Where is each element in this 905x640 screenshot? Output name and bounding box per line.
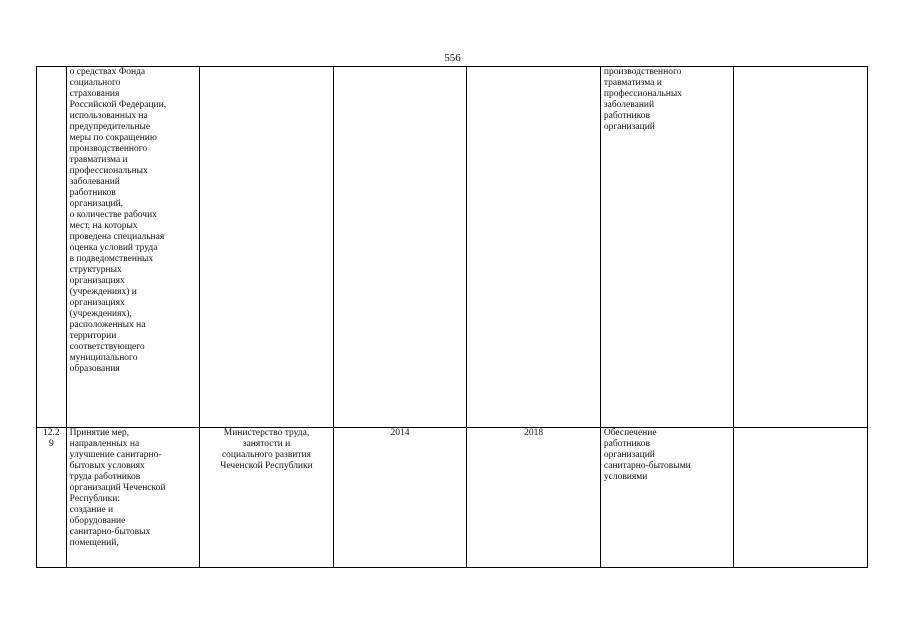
page-number: 556	[444, 52, 461, 64]
cell-measure-name: Принятие мер, направленных на улучшение санитарно- бытовых условиях труда работников организаций Чеченской Республики: создание и оборудование санитарно-бытовых помещений,	[66, 428, 200, 568]
cell-item-number	[37, 67, 67, 428]
cell-end-year: 2018	[467, 428, 601, 568]
cell-end-year	[467, 67, 601, 428]
table-row	[37, 428, 868, 568]
table-row	[37, 67, 868, 428]
measures-table	[36, 66, 868, 568]
cell-start-year	[333, 67, 467, 428]
cell-note	[734, 428, 868, 568]
cell-executor: Министерство труда, занятости и социального развития Чеченской Республики	[200, 428, 334, 568]
cell-expected-result: производственного травматизма и профессиональных заболеваний работников организаций	[600, 67, 734, 428]
cell-start-year: 2014	[333, 428, 467, 568]
cell-measure-name: о средствах Фонда социального страхования Российской Федерации, использованных на предупредительные меры по сокращению производственного травматизма и профессиональных заболеваний работников организаций, о количестве рабочих мест, на которых проведена специальная оценка условий труда в подведомственных структурных организациях (учреждениях) и организациях (учреждениях), расположенных на территории соответствующего муниципального образования	[66, 67, 200, 428]
cell-expected-result: Обеспечение работников организаций санитарно-бытовыми условиями	[600, 428, 734, 568]
cell-executor	[200, 67, 334, 428]
cell-item-number: 12.2 9	[37, 428, 67, 568]
cell-note	[734, 67, 868, 428]
